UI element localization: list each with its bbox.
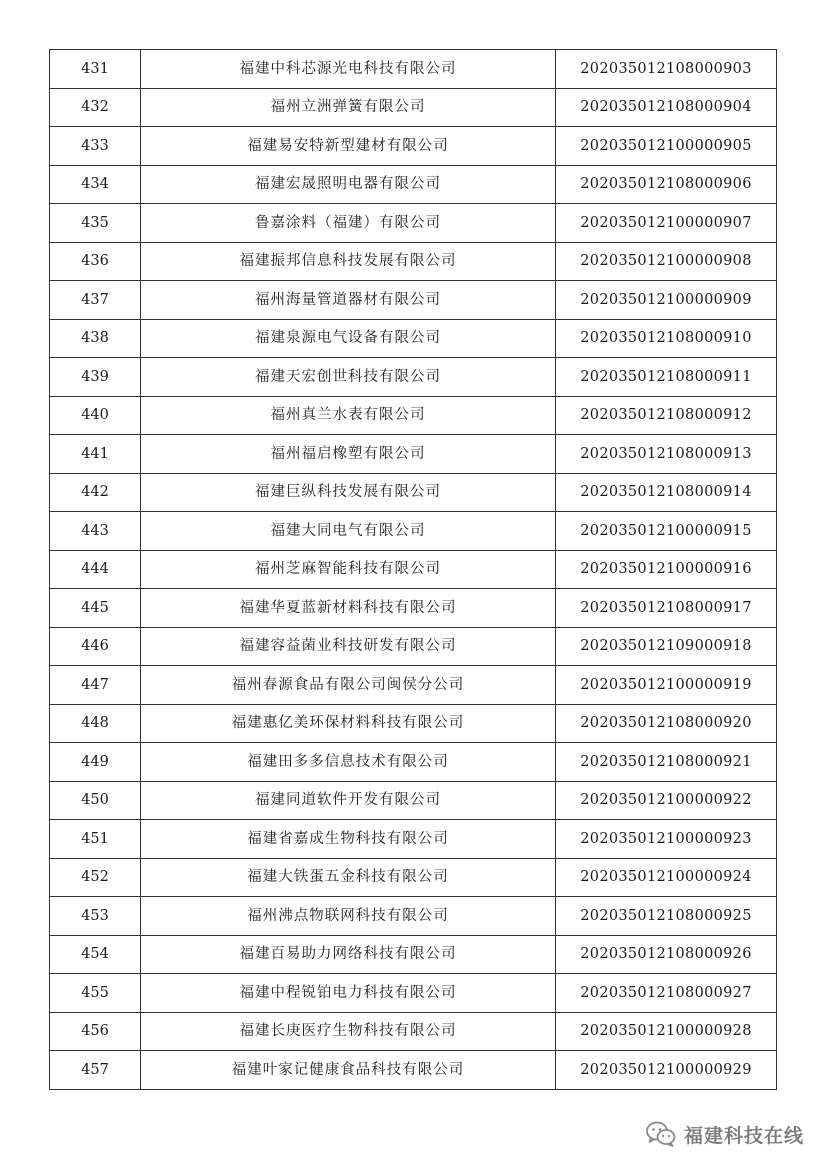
row-number-cell: 435 bbox=[50, 204, 141, 243]
company-name-cell: 福州福启橡塑有限公司 bbox=[141, 435, 556, 474]
table-row bbox=[50, 743, 777, 782]
row-number-cell: 432 bbox=[50, 88, 141, 127]
row-number-cell: 437 bbox=[50, 281, 141, 320]
registration-code-cell: 202035012100000916 bbox=[556, 550, 777, 589]
table-row bbox=[50, 820, 777, 859]
company-name-cell: 福建同道软件开发有限公司 bbox=[141, 781, 556, 820]
company-name-cell: 福建省嘉成生物科技有限公司 bbox=[141, 820, 556, 859]
registration-code-cell: 202035012108000912 bbox=[556, 396, 777, 435]
table-row bbox=[50, 935, 777, 974]
registration-code-cell: 202035012100000907 bbox=[556, 204, 777, 243]
table-row bbox=[50, 358, 777, 397]
company-name-cell: 福州沸点物联网科技有限公司 bbox=[141, 897, 556, 936]
table-row bbox=[50, 88, 777, 127]
row-number-cell: 431 bbox=[50, 50, 141, 89]
table-row bbox=[50, 589, 777, 628]
registration-code-cell: 202035012108000906 bbox=[556, 165, 777, 204]
company-name-cell: 福建容益菌业科技研发有限公司 bbox=[141, 627, 556, 666]
table-row bbox=[50, 858, 777, 897]
row-number-cell: 447 bbox=[50, 666, 141, 705]
row-number-cell: 455 bbox=[50, 974, 141, 1013]
company-name-cell: 鲁嘉涂料（福建）有限公司 bbox=[141, 204, 556, 243]
row-number-cell: 434 bbox=[50, 165, 141, 204]
registration-code-cell: 202035012100000915 bbox=[556, 512, 777, 551]
row-number-cell: 443 bbox=[50, 512, 141, 551]
row-number-cell: 457 bbox=[50, 1051, 141, 1090]
company-name-cell: 福建易安特新型建材有限公司 bbox=[141, 127, 556, 166]
table-row bbox=[50, 281, 777, 320]
registration-code-cell: 202035012108000903 bbox=[556, 50, 777, 89]
company-name-cell: 福州春源食品有限公司闽侯分公司 bbox=[141, 666, 556, 705]
table-row bbox=[50, 1012, 777, 1051]
company-name-cell: 福州海量管道器材有限公司 bbox=[141, 281, 556, 320]
registration-code-cell: 202035012108000921 bbox=[556, 743, 777, 782]
wechat-icon bbox=[646, 1121, 676, 1147]
registration-code-cell: 202035012100000908 bbox=[556, 242, 777, 281]
company-name-cell: 福建田多多信息技术有限公司 bbox=[141, 743, 556, 782]
watermark-text: 福建科技在线 bbox=[683, 1124, 804, 1147]
table-row bbox=[50, 50, 777, 89]
company-name-cell: 福建叶家记健康食品科技有限公司 bbox=[141, 1051, 556, 1090]
company-name-cell: 福建大铁蛋五金科技有限公司 bbox=[141, 858, 556, 897]
company-name-cell: 福建惠亿美环保材料科技有限公司 bbox=[141, 704, 556, 743]
row-number-cell: 456 bbox=[50, 1012, 141, 1051]
company-name-cell: 福建百易助力网络科技有限公司 bbox=[141, 935, 556, 974]
table-row bbox=[50, 666, 777, 705]
registration-code-cell: 202035012108000925 bbox=[556, 897, 777, 936]
registration-code-cell: 202035012100000929 bbox=[556, 1051, 777, 1090]
company-name-cell: 福建泉源电气设备有限公司 bbox=[141, 319, 556, 358]
table-row bbox=[50, 319, 777, 358]
table-row bbox=[50, 242, 777, 281]
row-number-cell: 453 bbox=[50, 897, 141, 936]
company-name-cell: 福州芝麻智能科技有限公司 bbox=[141, 550, 556, 589]
company-name-cell: 福建振邦信息科技发展有限公司 bbox=[141, 242, 556, 281]
company-list-table bbox=[49, 49, 777, 1090]
company-name-cell: 福建中程锐铂电力科技有限公司 bbox=[141, 974, 556, 1013]
row-number-cell: 445 bbox=[50, 589, 141, 628]
company-name-cell: 福建天宏创世科技有限公司 bbox=[141, 358, 556, 397]
registration-code-cell: 202035012108000914 bbox=[556, 473, 777, 512]
row-number-cell: 450 bbox=[50, 781, 141, 820]
company-name-cell: 福建华夏蓝新材料科技有限公司 bbox=[141, 589, 556, 628]
row-number-cell: 441 bbox=[50, 435, 141, 474]
row-number-cell: 444 bbox=[50, 550, 141, 589]
registration-code-cell: 202035012108000927 bbox=[556, 974, 777, 1013]
registration-code-cell: 202035012108000910 bbox=[556, 319, 777, 358]
registration-code-cell: 202035012108000911 bbox=[556, 358, 777, 397]
table-row bbox=[50, 473, 777, 512]
registration-code-cell: 202035012108000920 bbox=[556, 704, 777, 743]
table-row bbox=[50, 704, 777, 743]
registration-code-cell: 202035012100000923 bbox=[556, 820, 777, 859]
table-row bbox=[50, 627, 777, 666]
company-name-cell: 福建巨纵科技发展有限公司 bbox=[141, 473, 556, 512]
company-list-table-container bbox=[49, 49, 776, 1090]
registration-code-cell: 202035012108000904 bbox=[556, 88, 777, 127]
registration-code-cell: 202035012109000918 bbox=[556, 627, 777, 666]
company-name-cell: 福建宏晟照明电器有限公司 bbox=[141, 165, 556, 204]
row-number-cell: 438 bbox=[50, 319, 141, 358]
table-row bbox=[50, 396, 777, 435]
registration-code-cell: 202035012100000924 bbox=[556, 858, 777, 897]
row-number-cell: 440 bbox=[50, 396, 141, 435]
registration-code-cell: 202035012108000926 bbox=[556, 935, 777, 974]
registration-code-cell: 202035012100000919 bbox=[556, 666, 777, 705]
registration-code-cell: 202035012100000922 bbox=[556, 781, 777, 820]
company-name-cell: 福建大同电气有限公司 bbox=[141, 512, 556, 551]
row-number-cell: 436 bbox=[50, 242, 141, 281]
company-name-cell: 福建长庚医疗生物科技有限公司 bbox=[141, 1012, 556, 1051]
watermark bbox=[646, 1118, 804, 1150]
table-body bbox=[50, 50, 777, 1090]
row-number-cell: 451 bbox=[50, 820, 141, 859]
table-row bbox=[50, 512, 777, 551]
company-name-cell: 福州立洲弹簧有限公司 bbox=[141, 88, 556, 127]
table-row bbox=[50, 1051, 777, 1090]
table-row bbox=[50, 165, 777, 204]
row-number-cell: 446 bbox=[50, 627, 141, 666]
row-number-cell: 439 bbox=[50, 358, 141, 397]
row-number-cell: 442 bbox=[50, 473, 141, 512]
table-row bbox=[50, 435, 777, 474]
table-row bbox=[50, 127, 777, 166]
registration-code-cell: 202035012108000917 bbox=[556, 589, 777, 628]
row-number-cell: 449 bbox=[50, 743, 141, 782]
registration-code-cell: 202035012100000928 bbox=[556, 1012, 777, 1051]
row-number-cell: 433 bbox=[50, 127, 141, 166]
table-row bbox=[50, 974, 777, 1013]
table-row bbox=[50, 204, 777, 243]
table-row bbox=[50, 897, 777, 936]
table-row bbox=[50, 781, 777, 820]
company-name-cell: 福州真兰水表有限公司 bbox=[141, 396, 556, 435]
row-number-cell: 448 bbox=[50, 704, 141, 743]
registration-code-cell: 202035012100000905 bbox=[556, 127, 777, 166]
row-number-cell: 452 bbox=[50, 858, 141, 897]
row-number-cell: 454 bbox=[50, 935, 141, 974]
company-name-cell: 福建中科芯源光电科技有限公司 bbox=[141, 50, 556, 89]
table-row bbox=[50, 550, 777, 589]
registration-code-cell: 202035012100000909 bbox=[556, 281, 777, 320]
registration-code-cell: 202035012108000913 bbox=[556, 435, 777, 474]
